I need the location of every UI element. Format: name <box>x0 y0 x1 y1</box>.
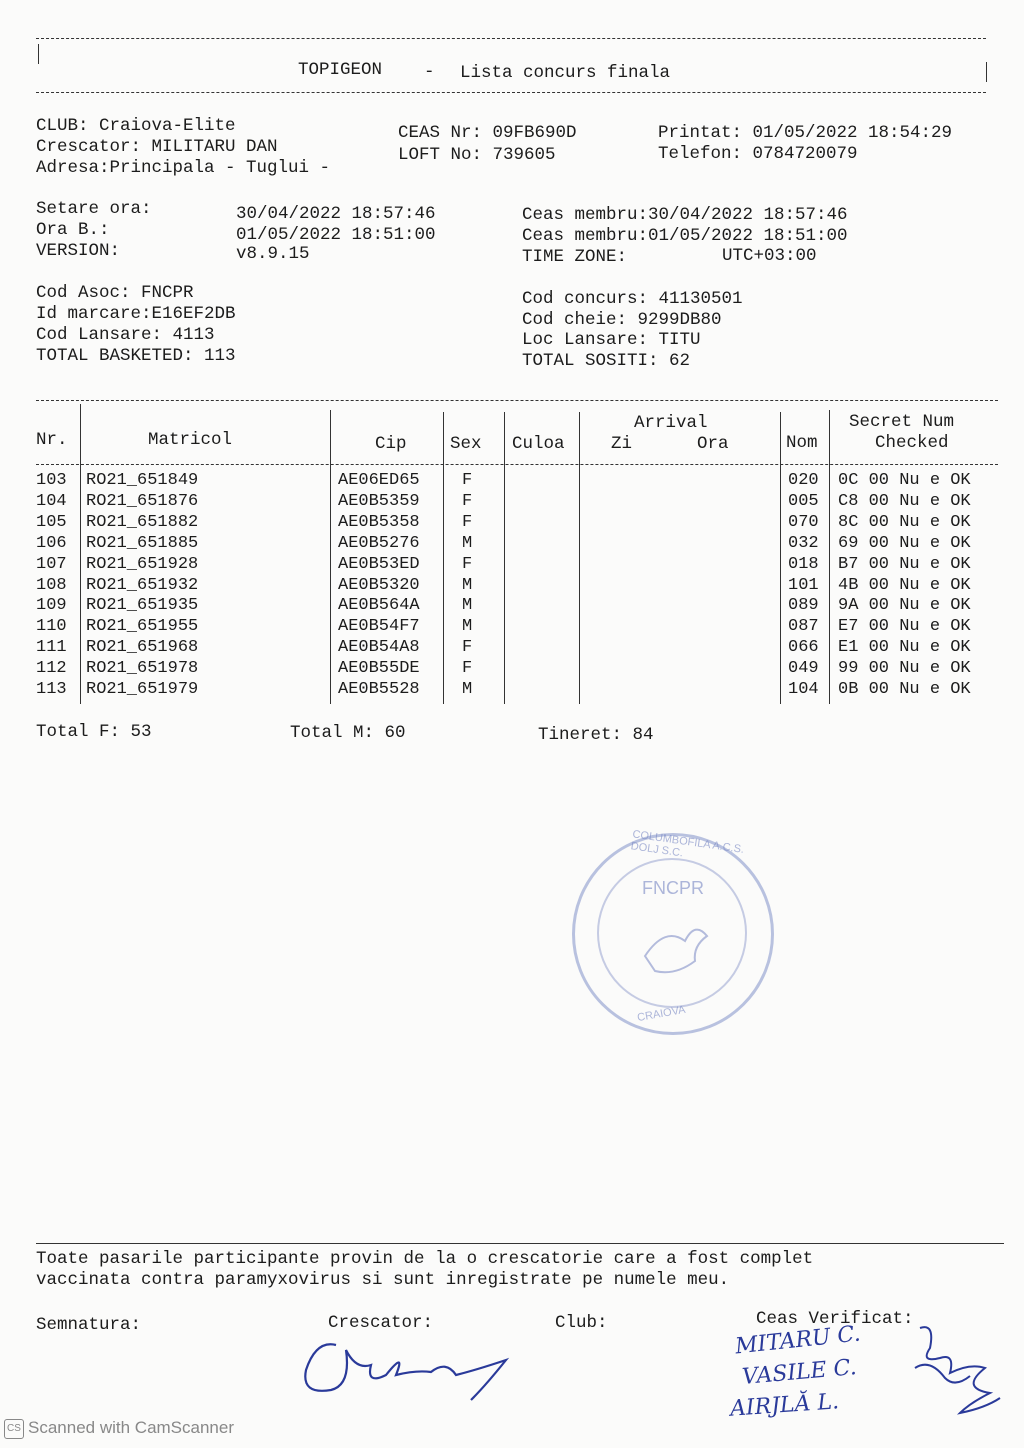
th-matricol: Matricol <box>148 430 233 450</box>
cell-secret: 0C 00 Nu e OK <box>838 471 971 490</box>
cell-sex: F <box>462 512 473 532</box>
version-value: v8.9.15 <box>236 244 310 264</box>
cell-cip: AE0B54F7 <box>338 617 420 637</box>
cell-matricol: RO21_651849 <box>86 471 199 490</box>
title-border-bottom <box>36 92 986 93</box>
cell-nom: 070 <box>788 512 819 532</box>
cell-cip: AE0B5276 <box>338 533 420 553</box>
th-nr: Nr. <box>36 430 68 450</box>
cell-nom: 101 <box>788 575 819 595</box>
cell-nom: 018 <box>788 554 819 574</box>
cell-nom: 104 <box>788 680 819 699</box>
cell-matricol: RO21_651968 <box>86 638 199 658</box>
th-sex: Sex <box>450 434 482 454</box>
cell-nom: 020 <box>788 471 819 490</box>
declaration-line-1: Toate pasarile participante provin de la o crescatorie care a fost complet <box>36 1249 814 1269</box>
handwritten-name-3: AIRJLĂ L. <box>729 1389 840 1422</box>
total-m: Total M: 60 <box>290 723 406 743</box>
cell-cip: AE0B5528 <box>338 680 420 699</box>
cell-nr: 107 <box>36 554 67 574</box>
table-header-divider <box>36 464 998 465</box>
version-label: VERSION: <box>36 241 121 261</box>
cell-nom: 087 <box>788 617 819 637</box>
cell-sex: M <box>462 596 473 616</box>
cell-cip: AE0B564A <box>338 596 420 616</box>
cell-matricol: RO21_651979 <box>86 680 199 699</box>
cell-matricol: RO21_651935 <box>86 596 199 616</box>
table-row <box>0 492 1024 513</box>
cell-nr: 103 <box>36 471 67 490</box>
table-row <box>0 471 1024 492</box>
cell-cip: AE0B5359 <box>338 491 420 511</box>
cell-cip: AE0B53ED <box>338 554 420 574</box>
cell-matricol: RO21_651885 <box>86 533 199 553</box>
table-row <box>0 534 1024 555</box>
cell-matricol: RO21_651978 <box>86 659 199 679</box>
cell-cip: AE0B54A8 <box>338 638 420 658</box>
loc-lansare: Loc Lansare: TITU <box>522 330 701 350</box>
cell-matricol: RO21_651876 <box>86 491 199 511</box>
declaration-line-2: vaccinata contra paramyxovirus si sunt inregistrate pe numele meu. <box>36 1270 730 1290</box>
cod-asoc: Cod Asoc: FNCPR <box>36 283 194 303</box>
orab-label: Ora B.: <box>36 220 110 240</box>
pigeon-icon <box>635 916 715 986</box>
title-sep: - <box>424 62 435 82</box>
camscanner-icon: CS <box>4 1419 24 1439</box>
cell-nr: 111 <box>36 638 67 658</box>
cell-cip: AE06ED65 <box>338 471 420 490</box>
title-border-left <box>38 44 39 64</box>
printat: Printat: 01/05/2022 18:54:29 <box>658 123 953 143</box>
total-sositi: TOTAL SOSITI: 62 <box>522 351 691 371</box>
timezone-label: TIME ZONE: <box>522 247 628 267</box>
cell-secret: 99 00 Nu e OK <box>838 659 971 679</box>
th-checked: Checked <box>875 433 949 453</box>
cell-secret: 8C 00 Nu e OK <box>838 512 971 532</box>
th-zi: Zi <box>611 434 633 454</box>
club-label: Club: <box>555 1313 608 1333</box>
th-ora: Ora <box>697 434 729 454</box>
stamp-rim-text: COLUMBOFILA A.C.S. DOLJ S.C. <box>630 828 745 860</box>
cell-nr: 109 <box>36 596 67 616</box>
cell-sex: F <box>462 659 473 679</box>
table-row <box>0 617 1024 638</box>
camscanner-text: Scanned with CamScanner <box>28 1418 235 1437</box>
cell-secret: B7 00 Nu e OK <box>838 554 971 574</box>
cell-sex: F <box>462 554 473 574</box>
th-secret: Secret Num <box>849 412 955 432</box>
cell-cip: AE0B5358 <box>338 512 420 532</box>
table-row <box>0 576 1024 597</box>
cell-nr: 106 <box>36 533 67 553</box>
total-basketed: TOTAL BASKETED: 113 <box>36 346 236 366</box>
timezone-value: UTC+03:00 <box>722 246 817 266</box>
ceas-membru-2: Ceas membru:01/05/2022 18:51:00 <box>522 226 848 246</box>
semnatura-label: Semnatura: <box>36 1315 142 1335</box>
cell-nom: 005 <box>788 491 819 511</box>
th-arrival: Arrival <box>634 413 708 433</box>
cell-sex: M <box>462 533 473 553</box>
th-cip: Cip <box>375 434 407 454</box>
cell-nr: 105 <box>36 512 67 532</box>
cell-secret: 69 00 Nu e OK <box>838 533 971 553</box>
th-nom: Nom <box>786 433 818 453</box>
stamp-city: CRAIOVA <box>636 1003 687 1025</box>
telefon: Telefon: 0784720079 <box>658 144 858 164</box>
cell-secret: 0B 00 Nu e OK <box>838 680 971 699</box>
title-brand: TOPIGEON <box>298 60 383 80</box>
camscanner-watermark <box>4 1418 234 1439</box>
cell-cip: AE0B55DE <box>338 659 420 679</box>
title-border-top <box>36 38 986 39</box>
table-border-top <box>36 400 998 401</box>
orab-value: 01/05/2022 18:51:00 <box>236 225 436 245</box>
table-row <box>0 555 1024 576</box>
tineret: Tineret: 84 <box>538 725 654 745</box>
cell-secret: 9A 00 Nu e OK <box>838 596 971 616</box>
table-row <box>0 596 1024 617</box>
cell-nr: 112 <box>36 659 67 679</box>
title-border-right <box>986 62 987 82</box>
cell-nr: 108 <box>36 575 67 595</box>
table-row <box>0 513 1024 534</box>
table-row <box>0 638 1024 659</box>
cell-sex: M <box>462 617 473 637</box>
crescator-signature <box>296 1330 526 1410</box>
cell-sex: M <box>462 575 473 595</box>
ceas-verificat-label: Ceas Verificat: <box>756 1309 914 1329</box>
cell-nom: 089 <box>788 596 819 616</box>
cell-matricol: RO21_651882 <box>86 512 199 532</box>
stamp-seal <box>572 828 774 1035</box>
cell-matricol: RO21_651955 <box>86 617 199 637</box>
cell-matricol: RO21_651932 <box>86 575 199 595</box>
loft-no: LOFT No: 739605 <box>398 145 556 165</box>
table-row <box>0 680 1024 701</box>
cell-secret: E1 00 Nu e OK <box>838 638 971 658</box>
id-marcare: Id marcare:E16EF2DB <box>36 304 236 324</box>
club-line: CLUB: Craiova-Elite <box>36 116 236 136</box>
page-title: Lista concurs finala <box>460 63 671 83</box>
cell-secret: C8 00 Nu e OK <box>838 491 971 511</box>
cell-sex: F <box>462 491 473 511</box>
cell-sex: F <box>462 638 473 658</box>
declaration-rule <box>36 1243 1004 1244</box>
cell-nom: 032 <box>788 533 819 553</box>
table-row <box>0 659 1024 680</box>
cell-secret: 4B 00 Nu e OK <box>838 575 971 595</box>
handwritten-name-2: VASILE C. <box>741 1355 858 1390</box>
cod-cheie: Cod cheie: 9299DB80 <box>522 310 722 330</box>
cod-lansare: Cod Lansare: 4113 <box>36 325 215 345</box>
handwritten-name-1: MITARU C. <box>734 1321 862 1360</box>
cell-cip: AE0B5320 <box>338 575 420 595</box>
cell-nr: 113 <box>36 680 67 699</box>
setare-label: Setare ora: <box>36 199 152 219</box>
verifier-signatures <box>900 1318 1010 1428</box>
crescator-line: Crescator: MILITARU DAN <box>36 137 278 157</box>
cell-nom: 066 <box>788 638 819 658</box>
cell-nr: 110 <box>36 617 67 637</box>
stamp-center-text: FNCPR <box>642 878 704 898</box>
ceas-nr: CEAS Nr: 09FB690D <box>398 123 577 143</box>
cell-nom: 049 <box>788 659 819 679</box>
th-culoa: Culoa <box>512 434 565 454</box>
cell-nr: 104 <box>36 491 67 511</box>
cell-matricol: RO21_651928 <box>86 554 199 574</box>
cod-concurs: Cod concurs: 41130501 <box>522 289 743 309</box>
cell-secret: E7 00 Nu e OK <box>838 617 971 637</box>
ceas-membru-1: Ceas membru:30/04/2022 18:57:46 <box>522 205 848 225</box>
crescator-sign-label: Crescator: <box>328 1313 434 1333</box>
cell-sex: M <box>462 680 473 699</box>
total-f: Total F: 53 <box>36 722 152 742</box>
adresa-line: Adresa:Principala - Tuglui - <box>36 158 331 178</box>
cell-sex: F <box>462 471 473 490</box>
setare-value: 30/04/2022 18:57:46 <box>236 204 436 224</box>
